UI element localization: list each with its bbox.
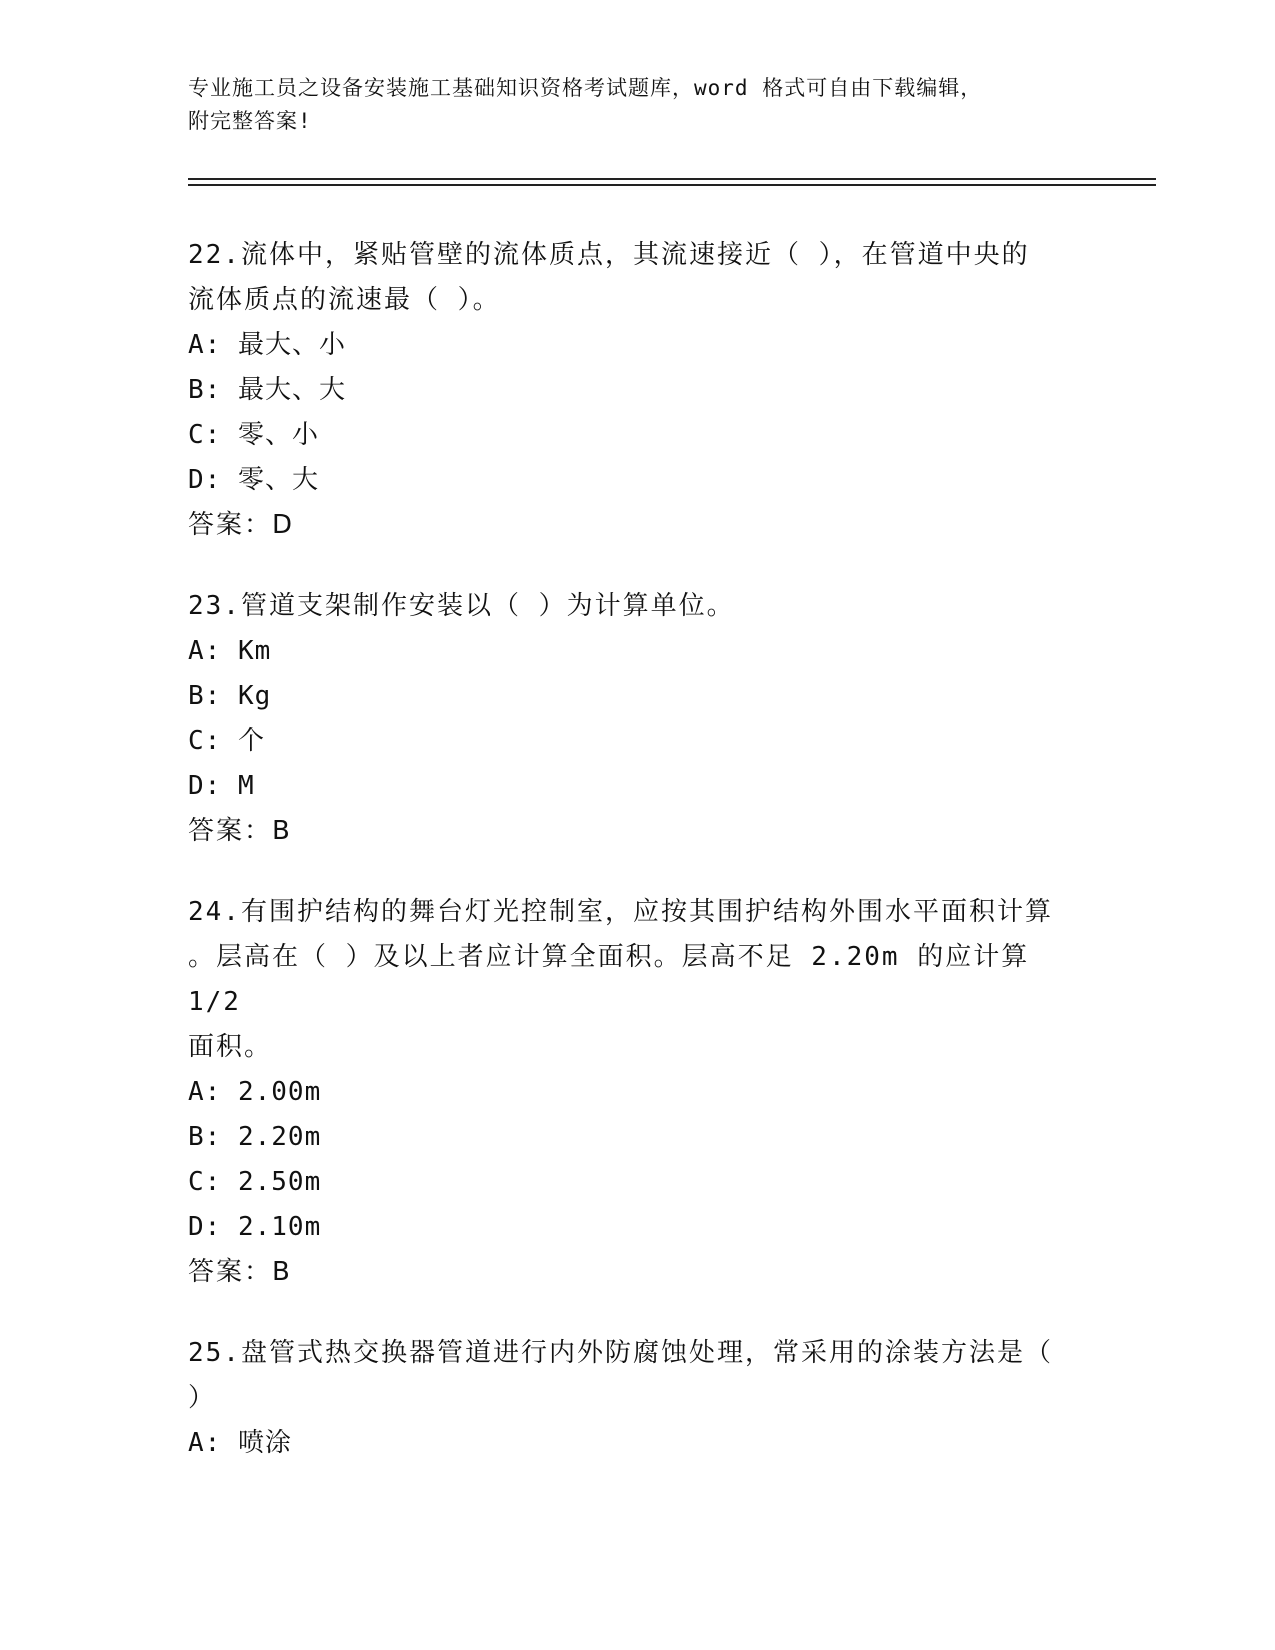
option-c: C: 零、小 (188, 420, 319, 450)
question-text-line: 23.管道支架制作安装以（ ）为计算单位。 (188, 591, 735, 621)
question-text-line: ） (188, 1383, 217, 1413)
answer-line: 答案：D (188, 510, 295, 540)
option-c: C: 2.50m (188, 1167, 322, 1197)
question-list (188, 233, 1088, 1502)
option-a: A: 最大、小 (188, 330, 346, 360)
question-text-line: 24.有围护结构的舞台灯光控制室，应按其围护结构外围水平面积计算 (188, 897, 1053, 927)
option-b: B: 2.20m (188, 1122, 322, 1152)
question-text-line: 22.流体中，紧贴管壁的流体质点，其流速接近（ ），在管道中央的 (188, 240, 1030, 270)
header-line-1: 专业施工员之设备安装施工基础知识资格考试题库，word 格式可自由下载编辑， (188, 76, 983, 100)
answer-line: 答案：B (188, 816, 292, 846)
question-text-line: 流体质点的流速最（ ）。 (188, 285, 501, 315)
question-22 (188, 233, 1088, 548)
header-line-2: 附完整答案! (188, 109, 312, 133)
option-b: B: 最大、大 (188, 375, 346, 405)
question-text-line: 。层高在（ ）及以上者应计算全面积。层高不足 2.20m 的应计算 1/2 (188, 942, 1047, 1017)
header-divider-top (188, 178, 1156, 180)
question-text-line: 面积。 (188, 1032, 273, 1062)
option-d: D: 零、大 (188, 465, 319, 495)
option-c: C: 个 (188, 726, 265, 756)
option-d: D: 2.10m (188, 1212, 322, 1242)
option-a: A: Km (188, 636, 272, 666)
question-23 (188, 584, 1088, 854)
answer-line: 答案：B (188, 1257, 292, 1287)
question-text-line: 25.盘管式热交换器管道进行内外防腐蚀处理，常采用的涂装方法是（ (188, 1338, 1053, 1368)
option-d: D: M (188, 771, 255, 801)
question-25 (188, 1331, 1088, 1466)
option-b: B: Kg (188, 681, 272, 711)
option-a: A: 2.00m (188, 1077, 322, 1107)
option-a: A: 喷涂 (188, 1428, 292, 1458)
header-divider-bottom (188, 184, 1156, 186)
document-header (188, 72, 1088, 138)
question-24 (188, 890, 1088, 1295)
